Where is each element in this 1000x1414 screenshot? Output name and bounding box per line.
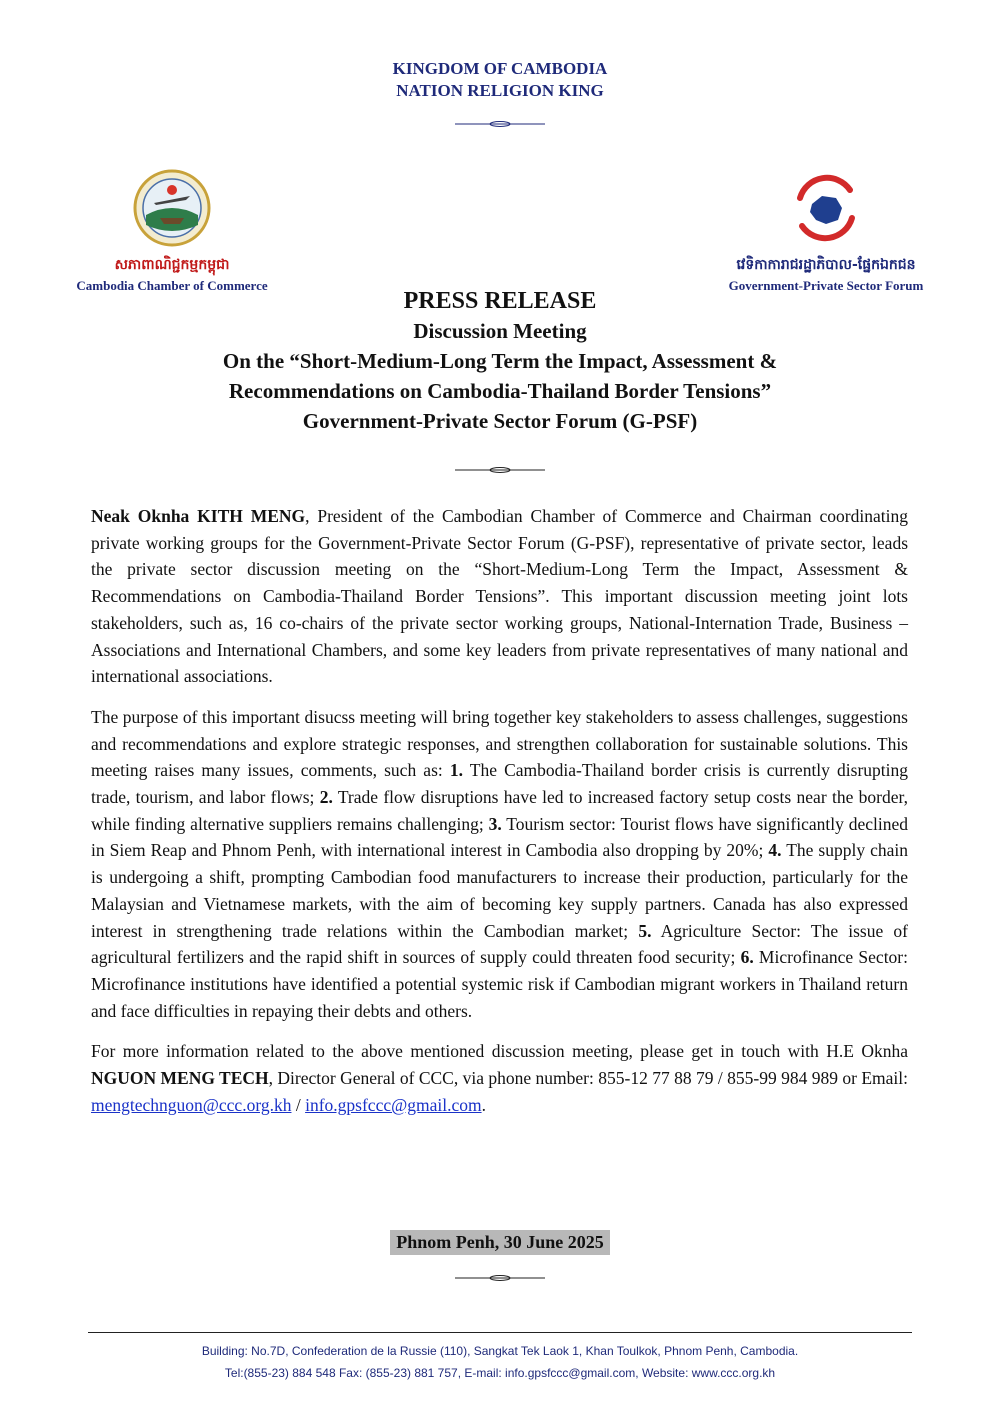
gpsf-khmer-name: វេទិកាការាជរដ្ឋាភិបាល-ផ្នែកឯកជន (736, 257, 916, 273)
issue-number: 5. (638, 920, 652, 941)
contact-name: NGUON MENG TECH (91, 1068, 269, 1089)
gpsf-logo-block (708, 168, 944, 294)
footer-contact: Tel:(855-23) 884 548 Fax: (855-23) 881 757, E-mail: info.gpsfccc@gmail.com, Website: www.ccc.org.kh (224, 1366, 776, 1380)
dateline (0, 1230, 1000, 1255)
gpsf-emblem-icon (786, 168, 866, 248)
paragraph-contact (91, 1038, 908, 1118)
motto-line: NATION RELIGION KING (396, 81, 604, 100)
ornament-divider-icon (455, 466, 545, 474)
title-line-2: On the “Short-Medium-Long Term the Impact, Assessment & (222, 349, 778, 373)
footer-address: Building: No.7D, Confederation de la Russie (110), Sangkat Tek Laok 1, Khan Toulkok, Phnom Penh, Cambodia. (201, 1344, 799, 1358)
kingdom-line: KINGDOM OF CAMBODIA (392, 59, 608, 78)
title-line-3: Recommendations on Cambodia-Thailand Border Tensions” (228, 379, 772, 403)
date-place: Phnom Penh, 30 June 2025 (390, 1230, 610, 1255)
email-link-gpsf[interactable]: info.gpsfccc@gmail.com (305, 1094, 482, 1115)
purpose-intro: The purpose of this important disucss meeting will bring together key stakeholders to assess challenges, suggestions and recommendations and explore strategic responses, and strengthen collaboration for sustainable solutions. This meeting raises many issues, comments, such as: (91, 706, 908, 781)
issue-number: 3. (488, 813, 502, 834)
issue-text: Tourism sector: Tourist flows have significantly declined in Siem Reap and Phnom Penh, with international interest in Cambodia also dropping by 20%; (91, 813, 908, 861)
title-line-1: Discussion Meeting (413, 319, 587, 343)
issue-text: The Cambodia-Thailand border crisis is currently disrupting trade, tourism, and labor flows; (91, 760, 908, 808)
issue-text: The supply chain is undergoing a shift, prompting Cambodian food manufacturers to increase their production, particularly for the Malaysian and Vietnamese markets, with the aim of becoming key supply partners. Canada has also expressed interest in strengthening trade relations within the Cambodian market; (91, 840, 908, 941)
gpsf-english-name: Government-Private Sector Forum (728, 278, 924, 293)
issue-text: Trade flow disruptions have led to increased factory setup costs near the border, while finding alternative suppliers remains challenging; (91, 787, 908, 834)
issue-text: Microfinance Sector: Microfinance institutions have identified a potential systemic risk if Cambodian migrant workers in Thailand return and face difficulties in repaying their debts and others. (91, 947, 908, 1021)
ornament-divider-icon (455, 120, 545, 128)
press-release-title: PRESS RELEASE (403, 288, 597, 314)
contact-end: . (481, 1094, 486, 1115)
ccc-emblem-icon (132, 168, 212, 248)
issue-number: 1. (449, 760, 463, 781)
paragraph-intro-text: , President of the Cambodian Chamber of Commerce and Chairman coordinating private working groups for the Government-Private Sector Forum (G-PSF), representative of private sector, leads the private sector discussion meeting on the “Short-Medium-Long Term the Impact, Assessment & Recommendations on Cambodia-Thailand Border Tensions”. This important discussion meeting joint lots stakeholders, such as, 16 co-chairs of the private sector working groups, National-Internation Trade, Business – Associations and International Chambers, and some key leaders from private representatives of many national and international associations. (91, 506, 908, 687)
contact-intro: For more information related to the above mentioned discussion meeting, please get in touch with H.E Oknha (91, 1041, 908, 1062)
footer (0, 1340, 1000, 1384)
issue-number: 4. (768, 840, 782, 861)
paragraph-intro (91, 503, 908, 690)
ornament-divider-icon (455, 1274, 545, 1282)
issue-text: Agriculture Sector: The issue of agricultural fertilizers and the rapid shift in sources of supply could threaten food security; (91, 920, 908, 968)
footer-divider (88, 1332, 912, 1333)
email-link-director[interactable]: mengtechnguon@ccc.org.kh (91, 1094, 292, 1115)
president-name: Neak Oknha KITH MENG (91, 506, 306, 526)
contact-details: , Director General of CCC, via phone number: 855-12 77 88 79 / 855-99 984 989 or Email: (268, 1068, 908, 1089)
email-separator: / (291, 1094, 306, 1115)
ccc-logo-block (62, 168, 282, 294)
kingdom-header (0, 58, 1000, 102)
title-line-4: Government-Private Sector Forum (G-PSF) (302, 409, 698, 433)
issue-number: 6. (740, 947, 754, 968)
ccc-english-name: Cambodia Chamber of Commerce (76, 278, 268, 293)
press-release-heading (0, 286, 1000, 436)
paragraph-purpose (91, 704, 908, 1024)
press-release-body (91, 503, 908, 1132)
issue-number: 2. (319, 787, 333, 808)
ccc-khmer-name: សភាពាណិជ្ជកម្មកម្ពុជា (114, 257, 230, 273)
